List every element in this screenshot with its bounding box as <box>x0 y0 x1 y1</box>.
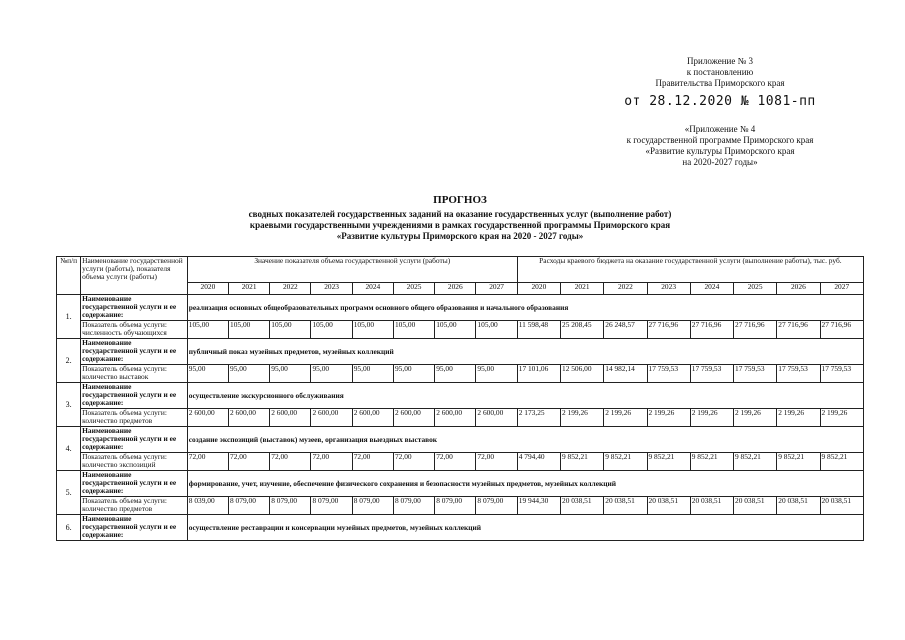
indicator-label <box>81 409 188 427</box>
service-row <box>57 295 864 321</box>
service-name: создание экспозиций (выставок) музеев, организация выездных выставок <box>187 427 863 453</box>
header-budget-group: Расходы краевого бюджета на оказание государственной услуги (выполнение работы), тыс. руб. <box>517 257 863 283</box>
budget-cell: 2 199,26 <box>734 409 777 427</box>
budget-cell: 2 199,26 <box>561 409 604 427</box>
service-name: реализация основных общеобразовательных программ основного общего образования и начального образования <box>187 295 863 321</box>
annex-line: «Приложение № 4 <box>684 124 756 134</box>
budget-cell: 2 199,26 <box>604 409 647 427</box>
budget-cell: 20 038,51 <box>604 497 647 515</box>
value-cell: 8 079,00 <box>393 497 434 515</box>
year-header: 2025 <box>734 283 777 295</box>
service-name: публичный показ музейных предметов, музейных коллекций <box>187 339 863 365</box>
value-cell: 105,00 <box>476 321 517 339</box>
budget-cell: 12 506,00 <box>561 365 604 383</box>
service-name: осуществление экскурсионного обслуживания <box>187 383 863 409</box>
value-cell: 105,00 <box>435 321 476 339</box>
indicator-label <box>81 365 188 383</box>
row-number: 5. <box>57 471 81 515</box>
budget-cell: 20 038,51 <box>777 497 820 515</box>
header-name: Наименование государственной услуги (работы), показателя объема услуги (работы) <box>81 257 188 295</box>
budget-cell: 26 248,57 <box>604 321 647 339</box>
table-header-row <box>57 257 864 283</box>
budget-cell: 27 716,96 <box>690 321 733 339</box>
indicator-row <box>57 453 864 471</box>
budget-cell: 19 944,30 <box>517 497 560 515</box>
indicator-label <box>81 453 188 471</box>
row-number: 3. <box>57 383 81 427</box>
value-cell: 2 600,00 <box>311 409 352 427</box>
value-cell: 8 079,00 <box>476 497 517 515</box>
value-cell: 8 079,00 <box>311 497 352 515</box>
value-cell: 72,00 <box>476 453 517 471</box>
value-cell: 8 079,00 <box>352 497 393 515</box>
value-cell: 95,00 <box>229 365 270 383</box>
budget-cell: 9 852,21 <box>604 453 647 471</box>
budget-cell: 20 038,51 <box>734 497 777 515</box>
budget-cell: 27 716,96 <box>820 321 864 339</box>
indicator-label <box>81 321 188 339</box>
budget-cell: 2 173,25 <box>517 409 560 427</box>
indicator-row <box>57 365 864 383</box>
value-cell: 2 600,00 <box>187 409 228 427</box>
value-cell: 105,00 <box>229 321 270 339</box>
document-title <box>160 194 760 242</box>
title-head: ПРОГНОЗ <box>433 194 487 206</box>
value-cell: 95,00 <box>311 365 352 383</box>
service-row <box>57 471 864 497</box>
indicator-prefix: Показатель объема услуги: <box>82 320 167 329</box>
value-cell: 8 079,00 <box>270 497 311 515</box>
service-name: осуществление реставрации и консервации музейных предметов, музейных коллекций <box>187 515 863 541</box>
budget-cell: 20 038,51 <box>690 497 733 515</box>
indicator-name: количество выставок <box>82 372 149 381</box>
indicator-row <box>57 409 864 427</box>
value-cell: 72,00 <box>435 453 476 471</box>
value-cell: 2 600,00 <box>352 409 393 427</box>
year-header: 2023 <box>311 283 352 295</box>
budget-cell: 27 716,96 <box>777 321 820 339</box>
value-cell: 72,00 <box>270 453 311 471</box>
budget-cell: 25 208,45 <box>561 321 604 339</box>
title-line: краевыми государственными учреждениями в рамках государственной программы Приморского края <box>249 220 671 230</box>
year-header: 2021 <box>561 283 604 295</box>
value-cell: 105,00 <box>393 321 434 339</box>
service-row <box>57 339 864 365</box>
forecast-table <box>56 256 864 541</box>
budget-cell: 17 759,53 <box>647 365 690 383</box>
service-label: Наименование государственной услуги и ее содержание: <box>81 295 188 321</box>
value-cell: 72,00 <box>229 453 270 471</box>
value-cell: 8 039,00 <box>187 497 228 515</box>
value-cell: 8 079,00 <box>229 497 270 515</box>
budget-cell: 17 759,53 <box>734 365 777 383</box>
title-line: сводных показателей государственных заданий на оказание государственных услуг (выполнение работ) <box>248 209 672 219</box>
value-cell: 72,00 <box>393 453 434 471</box>
budget-cell: 17 759,53 <box>777 365 820 383</box>
value-cell: 95,00 <box>352 365 393 383</box>
service-row <box>57 515 864 541</box>
budget-cell: 9 852,21 <box>734 453 777 471</box>
year-header: 2022 <box>270 283 311 295</box>
row-number: 6. <box>57 515 81 541</box>
service-row <box>57 427 864 453</box>
year-header: 2027 <box>820 283 864 295</box>
indicator-row <box>57 497 864 515</box>
budget-cell: 20 038,51 <box>561 497 604 515</box>
year-header: 2024 <box>352 283 393 295</box>
row-number: 2. <box>57 339 81 383</box>
budget-cell: 14 982,14 <box>604 365 647 383</box>
service-label: Наименование государственной услуги и ее содержание: <box>81 339 188 365</box>
annex-line: Правительства Приморского края <box>655 78 785 88</box>
budget-cell: 9 852,21 <box>690 453 733 471</box>
value-cell: 95,00 <box>435 365 476 383</box>
decree-stamp: от 28.12.2020 № 1081-пп <box>624 94 816 109</box>
value-cell: 105,00 <box>352 321 393 339</box>
program-annex-header <box>595 124 845 168</box>
service-label: Наименование государственной услуги и ее содержание: <box>81 471 188 497</box>
budget-cell: 9 852,21 <box>820 453 864 471</box>
indicator-name: количество предметов <box>82 504 153 513</box>
title-line: «Развитие культуры Приморского края на 2020 - 2027 годы» <box>336 231 584 241</box>
annex-line: «Развитие культуры Приморского края <box>645 146 795 156</box>
year-header: 2025 <box>393 283 434 295</box>
indicator-prefix: Показатель объема услуги: <box>82 452 167 461</box>
year-header: 2020 <box>187 283 228 295</box>
budget-cell: 2 199,26 <box>820 409 864 427</box>
value-cell: 2 600,00 <box>476 409 517 427</box>
annex-header <box>600 56 840 110</box>
indicator-name: количество экспозиций <box>82 460 156 469</box>
year-header: 2023 <box>647 283 690 295</box>
indicator-prefix: Показатель объема услуги: <box>82 364 167 373</box>
budget-cell: 27 716,96 <box>647 321 690 339</box>
budget-cell: 9 852,21 <box>777 453 820 471</box>
budget-cell: 17 759,53 <box>820 365 864 383</box>
row-number: 1. <box>57 295 81 339</box>
year-header: 2024 <box>690 283 733 295</box>
indicator-name: численность обучающихся <box>82 328 167 337</box>
value-cell: 72,00 <box>187 453 228 471</box>
year-header: 2021 <box>229 283 270 295</box>
value-cell: 72,00 <box>352 453 393 471</box>
value-cell: 95,00 <box>476 365 517 383</box>
value-cell: 105,00 <box>187 321 228 339</box>
header-num: №п/п <box>57 257 81 295</box>
budget-cell: 9 852,21 <box>647 453 690 471</box>
value-cell: 105,00 <box>270 321 311 339</box>
budget-cell: 20 038,51 <box>647 497 690 515</box>
budget-cell: 2 199,26 <box>647 409 690 427</box>
service-label: Наименование государственной услуги и ее содержание: <box>81 427 188 453</box>
indicator-name: количество предметов <box>82 416 153 425</box>
indicator-prefix: Показатель объема услуги: <box>82 496 167 505</box>
header-value-group: Значение показателя объема государственной услуги (работы) <box>187 257 517 283</box>
year-header: 2020 <box>517 283 560 295</box>
value-cell: 72,00 <box>311 453 352 471</box>
budget-cell: 17 101,06 <box>517 365 560 383</box>
year-header: 2022 <box>604 283 647 295</box>
budget-cell: 9 852,21 <box>561 453 604 471</box>
indicator-label <box>81 497 188 515</box>
year-header: 2027 <box>476 283 517 295</box>
budget-cell: 2 199,26 <box>690 409 733 427</box>
annex-line: к государственной программе Приморского края <box>626 135 814 145</box>
annex-line: к постановлению <box>686 67 754 77</box>
budget-cell: 20 038,51 <box>820 497 864 515</box>
row-number: 4. <box>57 427 81 471</box>
value-cell: 2 600,00 <box>270 409 311 427</box>
value-cell: 2 600,00 <box>435 409 476 427</box>
value-cell: 95,00 <box>187 365 228 383</box>
service-name: формирование, учет, изучение, обеспечение физического сохранения и безопасности музейных предметов, музейных коллекций <box>187 471 863 497</box>
service-row <box>57 383 864 409</box>
value-cell: 2 600,00 <box>393 409 434 427</box>
indicator-row <box>57 321 864 339</box>
budget-cell: 4 794,40 <box>517 453 560 471</box>
annex-line: на 2020-2027 годы» <box>682 157 758 167</box>
budget-cell: 17 759,53 <box>690 365 733 383</box>
value-cell: 95,00 <box>393 365 434 383</box>
budget-cell: 2 199,26 <box>777 409 820 427</box>
year-header: 2026 <box>777 283 820 295</box>
value-cell: 2 600,00 <box>229 409 270 427</box>
service-label: Наименование государственной услуги и ее содержание: <box>81 515 188 541</box>
value-cell: 95,00 <box>270 365 311 383</box>
budget-cell: 11 598,48 <box>517 321 560 339</box>
value-cell: 8 079,00 <box>435 497 476 515</box>
service-label: Наименование государственной услуги и ее содержание: <box>81 383 188 409</box>
budget-cell: 27 716,96 <box>734 321 777 339</box>
value-cell: 105,00 <box>311 321 352 339</box>
annex-line: Приложение № 3 <box>687 56 753 66</box>
year-header: 2026 <box>435 283 476 295</box>
indicator-prefix: Показатель объема услуги: <box>82 408 167 417</box>
